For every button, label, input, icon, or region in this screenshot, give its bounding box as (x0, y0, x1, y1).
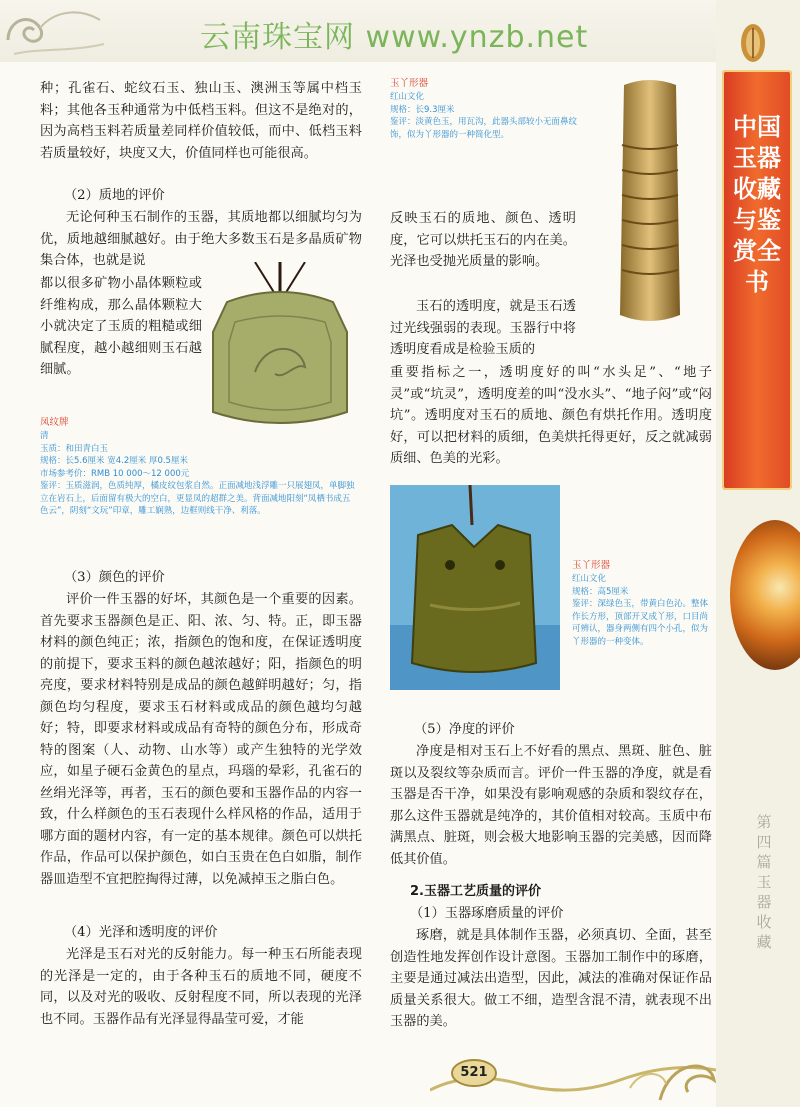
book-title: 中国玉器收藏与鉴赏全书 (733, 113, 781, 296)
paragraph: 评价一件玉器的好坏，其颜色是一个重要的因素。首先要求玉器颜色是正、阳、浓、匀、特。正，即玉器材料的颜色纯正；浓，指颜色的饱和度，在保证透明度的前提下，要求玉料的颜色越浓越好；阳，指颜色的明亮度，要求材料特别是成品的颜色越鲜明越好；匀，指颜色均匀程度，要求玉石材料或成品的颜色越均匀越好；特，即要求材料或成品有奇特的颜色分布，形成奇特的图案（人、动物、山水等）或产生独特的光学效应，如星子硬石金黄色的星点，玛瑙的晕彩，孔雀石的丝绢光泽等，再者，玉石的颜色要和玉器作品的内容一致，什么样颜色的玉石表现什么样风格的作品，适用于哪方面的题材内容，有一定的基本规律。颜色可以烘托作品，作品可以保护颜色，如白玉贵在色白如脂，制作器皿造型不宜把腔掏得过薄，以免减掉玉之脂白色。 (40, 592, 362, 887)
section-heading: （1）玉器琢磨质量的评价 (410, 906, 564, 921)
paragraph: 都以很多矿物小晶体颗粒或纤维构成，那么晶体颗粒大小就决定了玉质的粗糙或细腻程度，越小越细则玉石越细腻。 (40, 276, 202, 377)
phoenix-pendant-image (205, 262, 355, 432)
page-number: 521 (460, 1065, 488, 1080)
yellow-jade-object-image (610, 75, 690, 325)
site-title: 云南珠宝网 www.ynzb.net (200, 20, 589, 55)
paragraph: 种；孔雀石、蛇纹石玉、独山玉、澳洲玉等属中档玉料；其他各玉种通常为中低档玉料。但这不是绝对的，因为高档玉料若质量差同样价值较低，而中、低档玉料若质量较好，块度又大，价值同样也可能很高。 (40, 81, 362, 161)
cloud-scroll-ornament-icon (0, 0, 110, 60)
caption-title: 凤纹牌 (40, 417, 69, 428)
paragraph: 重要指标之一，透明度好的叫“水头足”、“地子灵”或“坑灵”，透明度差的叫“没水头”、“地子闷”或“闷坑”。透明度对玉石的质地、颜色有烘托作用。透明度好，可以把材料的质细，色美烘托得更好，反之就减弱质细、色美的光彩。 (390, 365, 712, 466)
section-heading: （4）光泽和透明度的评价 (64, 925, 218, 940)
section-heading: 2.玉器工艺质量的评价 (410, 884, 541, 899)
paragraph: 琢磨，就是具体制作玉器，必须真切、全面，甚至创造性地发挥创作设计意图。玉器加工制作中的琢磨，主要是通过减法出造型，因此，减法的准确对保证作品质量关系很大。做工不细，造型含混不清，就表现不出玉器的美。 (390, 928, 712, 1029)
paragraph: 玉石的透明度，就是玉石透过光线强弱的表现。玉器行中将透明度看成是检验玉质的 (390, 299, 576, 357)
green-jade-object-image (390, 485, 560, 690)
section-heading: （2）质地的评价 (64, 188, 165, 203)
section-heading: （5）净度的评价 (414, 722, 515, 737)
section-heading: （3）颜色的评价 (64, 570, 165, 585)
cowrie-shell-icon (738, 18, 768, 64)
caption-body: 清 玉质：和田青白玉 规格：长5.6厘米 宽4.2厘米 厚0.5厘米 市场参考价：RMB 10 000～12 000元 鉴评：玉质滋润，色质纯厚，橘皮纹包浆自然。正面减地浅浮雕一只展翅凤，单脚独立在岩石上，后面留有极大的空白，更显凤的超群之美。背面减地阳刻“凤栖书成五色云”，阴刻“文玩”印章，雕工娴熟，边框则线干净、利落。 (40, 431, 355, 516)
paragraph: 光泽是玉石对光的反射能力。每一种玉石所能表现的光泽是一定的，由于各种玉石的质地不同，硬度不同，以及对光的吸收、反射程度不同，所以表现的光泽也不同。玉器作品有光泽显得晶莹可爱，才能 (40, 947, 362, 1027)
caption-title: 玉丫形器 (390, 78, 429, 89)
caption-body: 红山文化 规格：高5厘米 鉴评：深绿色玉，带黄白色沁。整体作长方形，顶部开叉成丫形，口目尚可辨认，器身两侧有四个小孔，似为丫形器的一种变体。 (572, 574, 709, 647)
paragraph: 净度是相对玉石上不好看的黑点、黑斑、脏色、脏斑以及裂纹等杂质而言。评价一件玉器的净度，就是看玉器是否干净，如果没有影响观感的杂质和裂纹存在，那么这件玉器就是纯净的，其价值相对较高。玉质中布满黑点、脏斑，则会极大地影响玉器的完美感，因而降低其价值。 (390, 744, 712, 867)
paragraph: 无论何种玉石制作的玉器，其质地都以细腻均匀为优，质地越细腻越好。由于绝大多数玉石是多晶质矿物集合体，也就是说 (40, 210, 362, 268)
caption-title: 玉丫形器 (572, 560, 611, 571)
paragraph: 反映玉石的质地、颜色、透明度，它可以烘托玉石的内在美。光泽也受抛光质量的影响。 (390, 211, 576, 269)
section-label: 第四篇 玉器收藏 (756, 813, 772, 951)
caption-body: 红山文化 规格：长9.3厘米 鉴评：淡黄色玉，用瓦沟，此器头部较小无面鼻纹饰，似为丫形器的一种简化型。 (390, 92, 578, 140)
